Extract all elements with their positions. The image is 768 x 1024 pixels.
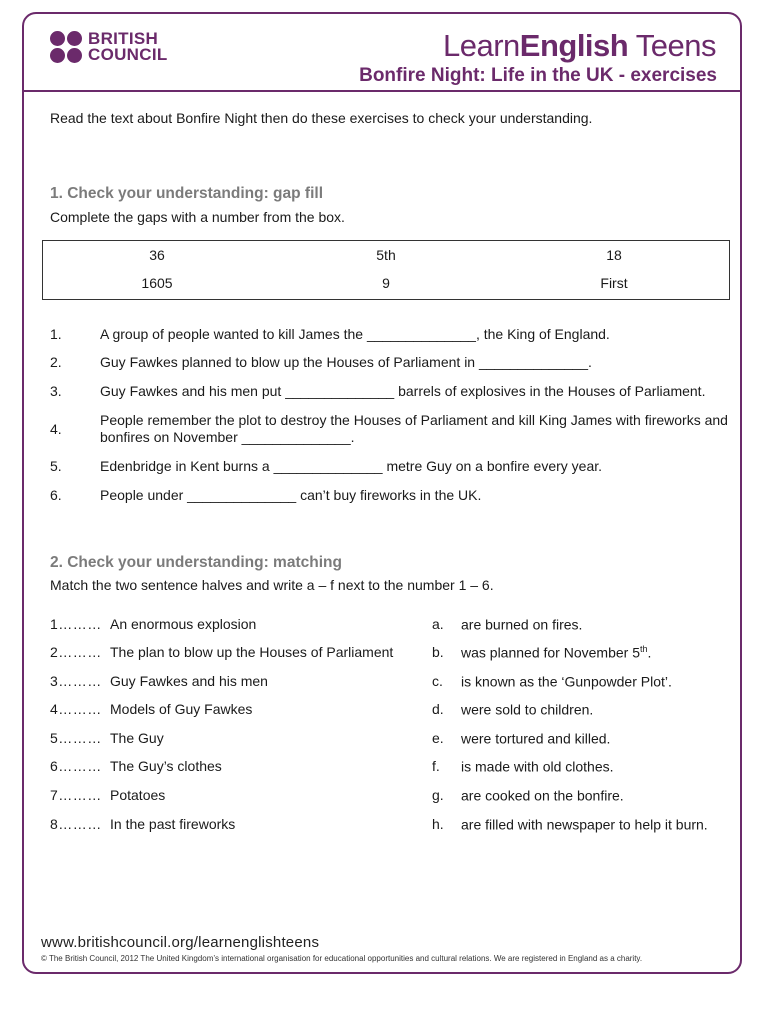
match-right: was planned for November 5th.	[461, 644, 652, 661]
question-text: Guy Fawkes and his men put ______________ barrels of explosives in the Houses of Parliament.	[100, 383, 706, 399]
match-right: are burned on fires.	[461, 616, 583, 633]
match-left: The Guy	[110, 730, 164, 746]
matching-row	[50, 644, 730, 662]
box-cell: 36	[149, 247, 165, 263]
match-letter: f.	[432, 758, 440, 774]
box-cell: 1605	[141, 275, 173, 291]
header-divider	[22, 90, 742, 92]
box-cell: 9	[382, 275, 390, 291]
footer-copyright: © The British Council, 2012 The United Kingdom’s international organisation for educational opportunities and cultural relations. We are registered in England as a charity.	[41, 954, 643, 963]
logo-line-1: BRITISH	[88, 29, 159, 48]
learnenglish-teens-brand	[443, 28, 716, 64]
match-left: An enormous explosion	[110, 616, 257, 632]
section-1-title: 1. Check your understanding: gap fill	[50, 185, 324, 202]
box-cell: 5th	[376, 247, 396, 263]
match-number: 6………	[50, 758, 102, 774]
match-letter: b.	[432, 644, 444, 660]
intro-text: Read the text about Bonfire Night then do these exercises to check your understanding.	[50, 110, 593, 126]
number-box	[42, 240, 730, 300]
match-number: 1………	[50, 616, 102, 632]
match-number: 7………	[50, 787, 102, 803]
match-number: 5………	[50, 730, 102, 746]
question-text: Edenbridge in Kent burns a ______________ metre Guy on a bonfire every year.	[100, 458, 603, 474]
match-letter: d.	[432, 701, 444, 717]
british-council-logo	[50, 31, 168, 63]
match-letter: c.	[432, 673, 443, 689]
logo-line-2: COUNCIL	[88, 45, 168, 64]
match-left: The Guy’s clothes	[110, 758, 222, 774]
matching-row	[50, 787, 730, 805]
matching-row	[50, 758, 730, 776]
match-right: were tortured and killed.	[461, 730, 611, 747]
section-1-instruction: Complete the gaps with a number from the box.	[50, 209, 345, 225]
match-right: is known as the ‘Gunpowder Plot’.	[461, 673, 672, 690]
brand-english: English	[519, 28, 629, 63]
match-left: In the past fireworks	[110, 816, 236, 832]
question-number: 6.	[50, 487, 62, 503]
match-left: Guy Fawkes and his men	[110, 673, 268, 689]
brand-teens: Teens	[628, 28, 716, 63]
section-2-instruction: Match the two sentence halves and write a – f next to the number 1 – 6.	[50, 577, 494, 593]
footer-url[interactable]: www.britishcouncil.org/learnenglishteens	[41, 934, 320, 951]
logo-dots-icon	[50, 31, 82, 63]
match-letter: g.	[432, 787, 444, 803]
match-number: 2………	[50, 644, 102, 660]
match-right: are filled with newspaper to help it burn.	[461, 816, 708, 833]
match-right: were sold to children.	[461, 701, 594, 718]
question-text: A group of people wanted to kill James the ______________, the King of England.	[100, 326, 610, 342]
question-number: 2.	[50, 354, 62, 370]
matching-row	[50, 730, 730, 748]
question-number: 4.	[50, 421, 62, 437]
matching-row	[50, 673, 730, 691]
match-number: 4………	[50, 701, 102, 717]
match-letter: e.	[432, 730, 444, 746]
matching-row	[50, 616, 730, 634]
section-2-title: 2. Check your understanding: matching	[50, 554, 342, 571]
matching-row	[50, 701, 730, 719]
page-title: Bonfire Night: Life in the UK - exercises	[359, 65, 717, 86]
logo-text	[88, 31, 168, 63]
match-number: 3………	[50, 673, 102, 689]
question-number: 1.	[50, 326, 62, 342]
question-text: Guy Fawkes planned to blow up the Houses of Parliament in ______________.	[100, 354, 592, 370]
question-text: People under ______________ can’t buy fireworks in the UK.	[100, 487, 482, 503]
match-left: The plan to blow up the Houses of Parliament	[110, 644, 394, 660]
question-number: 5.	[50, 458, 62, 474]
match-number: 8………	[50, 816, 102, 832]
box-cell: First	[600, 275, 628, 291]
match-left: Models of Guy Fawkes	[110, 701, 253, 717]
match-letter: h.	[432, 816, 444, 832]
brand-learn: Learn	[442, 28, 520, 63]
question-number: 3.	[50, 383, 62, 399]
match-left: Potatoes	[110, 787, 166, 803]
matching-row	[50, 816, 730, 834]
match-right: are cooked on the bonfire.	[461, 787, 624, 804]
match-right: is made with old clothes.	[461, 758, 614, 775]
box-cell: 18	[606, 247, 622, 263]
question-text: People remember the plot to destroy the Houses of Parliament and kill King James with fireworks and bonfires on November ______________.	[100, 412, 728, 445]
match-letter: a.	[432, 616, 444, 632]
